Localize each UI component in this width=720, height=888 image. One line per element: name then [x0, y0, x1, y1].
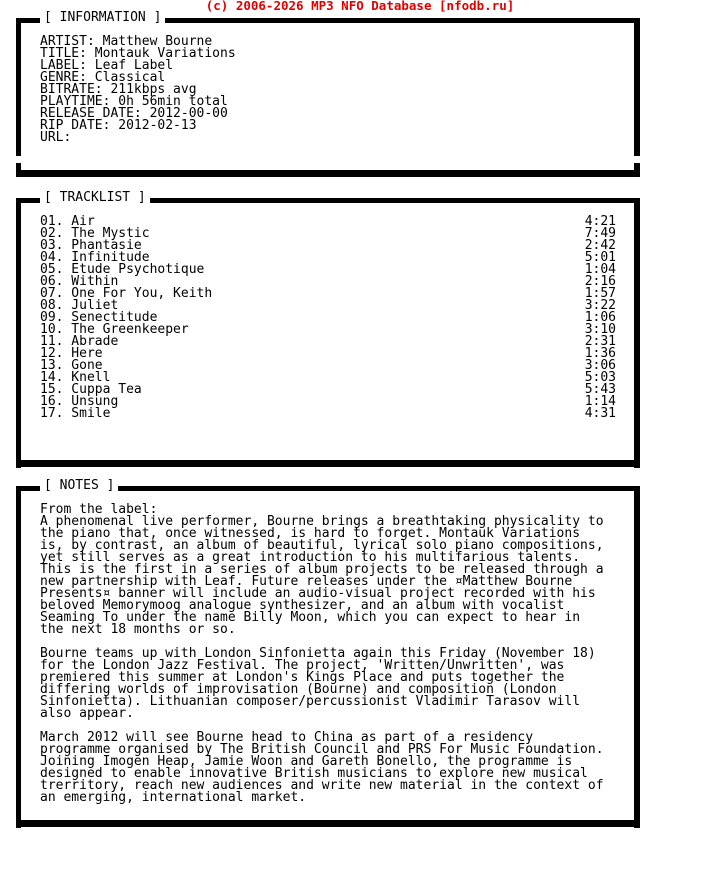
panel-border-left: [16, 486, 21, 828]
information-line: RELEASE DATE: 2012-00-00: [40, 106, 228, 121]
track-duration: 5:01: [584, 250, 616, 265]
notes-line: an emerging, international market.: [40, 790, 307, 805]
track-duration: 2:16: [584, 274, 616, 289]
site-copyright: (c) 2006-2026 MP3 NFO Database [nfodb.ru]: [205, 0, 515, 13]
notes-line: for the London Jazz Festival. The project, 'Written/Unwritten', was: [40, 658, 565, 673]
information-line: BITRATE: 211kbps avg: [40, 82, 197, 97]
track-title: 14. Knell: [40, 370, 111, 385]
panel-border-right-stub: [634, 163, 640, 177]
notes-line: trerritory, reach new audiences and write new material in the context of: [40, 778, 604, 793]
notes-line: the piano that, once witnessed, is hard to forget. Montauk Variations: [40, 526, 581, 541]
panel-border-left: [16, 18, 21, 156]
panel-border-bottom: [16, 170, 640, 177]
track-title: 01. Air: [40, 214, 95, 229]
tracklist-lines: [40, 216, 616, 420]
track-title: 17. Smile: [40, 406, 111, 421]
track-duration: 1:57: [584, 286, 616, 301]
notes-line: new partnership with Leaf. Future releases under the ¤Matthew Bourne: [40, 574, 573, 589]
notes-line: the next 18 months or so.: [40, 622, 236, 637]
track-title: 02. The Mystic: [40, 226, 150, 241]
track-title: 09. Senectitude: [40, 310, 158, 325]
panel-border-bottom: [16, 820, 640, 827]
track-duration: 3:10: [584, 322, 616, 337]
track-duration: 1:36: [584, 346, 616, 361]
notes-line: Bourne teams up with London Sinfonietta again this Friday (November 18): [40, 646, 596, 661]
track-title: 13. Gone: [40, 358, 103, 373]
track-duration: 4:31: [584, 406, 616, 421]
track-title: 07. One For You, Keith: [40, 286, 213, 301]
track-duration: 3:06: [584, 358, 616, 373]
track-duration: 2:42: [584, 238, 616, 253]
panel-border-right: [634, 198, 640, 468]
panel-border-right: [634, 18, 640, 156]
notes-line: programme organised by The British Council and PRS For Music Foundation.: [40, 742, 604, 757]
information-line: LABEL: Leaf Label: [40, 58, 174, 73]
track-row: [40, 264, 616, 276]
tracklist-heading: [ TRACKLIST ]: [40, 191, 150, 204]
information-panel: [16, 10, 640, 180]
notes-line: This is the first in a series of album projects to be released through a: [40, 562, 604, 577]
notes-line: beloved Memorymoog analogue synthesizer, and an album with vocalist: [40, 598, 565, 613]
track-title: 11. Abrade: [40, 334, 119, 349]
track-row: [40, 288, 616, 300]
track-title: 04. Infinitude: [40, 250, 150, 265]
track-row: [40, 408, 616, 420]
panel-border-left: [16, 198, 21, 468]
track-duration: 1:04: [584, 262, 616, 277]
notes-line: Seaming To under the name Billy Moon, which you can expect to hear in: [40, 610, 581, 625]
information-line: PLAYTIME: 0h 56min total: [40, 94, 228, 109]
panel-border-right: [634, 486, 640, 828]
notes-line: Sinfonietta). Lithuanian composer/percussionist Vladimir Tarasov will: [40, 694, 581, 709]
notes-line: differing worlds of improvisation (Bourne) and composition (London: [40, 682, 557, 697]
track-row: [40, 336, 616, 348]
notes-line: designed to enable innovative British musicians to explore new musical: [40, 766, 588, 781]
track-duration: 5:03: [584, 370, 616, 385]
track-title: 15. Cuppa Tea: [40, 382, 142, 397]
notes-line: also appear.: [40, 706, 134, 721]
notes-panel: [16, 478, 640, 828]
notes-line: From the label:: [40, 502, 158, 517]
tracklist-panel: [16, 190, 640, 468]
information-line: RIP DATE: 2012-02-13: [40, 118, 197, 133]
information-line: GENRE: Classical: [40, 70, 166, 85]
track-duration: 3:22: [584, 298, 616, 313]
track-row: [40, 396, 616, 408]
information-line: ARTIST: Matthew Bourne: [40, 34, 213, 49]
track-title: 12. Here: [40, 346, 103, 361]
track-duration: 4:21: [584, 214, 616, 229]
notes-line: March 2012 will see Bourne head to China as part of a residency: [40, 730, 534, 745]
track-duration: 1:14: [584, 394, 616, 409]
track-title: 06. Within: [40, 274, 119, 289]
track-title: 16. Unsung: [40, 394, 119, 409]
notes-line: Presents¤ banner will include an audio-visual project recorded with his: [40, 586, 596, 601]
information-lines: [40, 36, 616, 144]
track-title: 05. Etude Psychotique: [40, 262, 205, 277]
panel-border-bottom: [16, 460, 640, 467]
track-title: 08. Juliet: [40, 298, 119, 313]
notes-line: yet still serves as a great introduction to his multifarious talents.: [40, 550, 581, 565]
information-line: URL:: [40, 130, 72, 145]
track-title: 10. The Greenkeeper: [40, 322, 189, 337]
notes-heading: [ NOTES ]: [40, 479, 118, 492]
track-row: [40, 348, 616, 360]
notes-line: premiered this summer at London's Kings Place and puts together the: [40, 670, 565, 685]
notes-lines: [40, 504, 616, 804]
panel-border-left-stub: [16, 163, 21, 177]
track-duration: 1:06: [584, 310, 616, 325]
information-line: TITLE: Montauk Variations: [40, 46, 236, 61]
notes-line: Joining Imogen Heap, Jamie Woon and Gareth Bonello, the programme is: [40, 754, 573, 769]
track-row: [40, 324, 616, 336]
track-row: [40, 384, 616, 396]
notes-line: is, by contrast, an album of beautiful, lyrical solo piano compositions,: [40, 538, 604, 553]
track-duration: 2:31: [584, 334, 616, 349]
information-heading: [ INFORMATION ]: [40, 11, 165, 24]
track-row: [40, 360, 616, 372]
notes-line: A phenomenal live performer, Bourne brings a breathtaking physicality to: [40, 514, 604, 529]
track-title: 03. Phantasie: [40, 238, 142, 253]
track-duration: 5:43: [584, 382, 616, 397]
track-duration: 7:49: [584, 226, 616, 241]
